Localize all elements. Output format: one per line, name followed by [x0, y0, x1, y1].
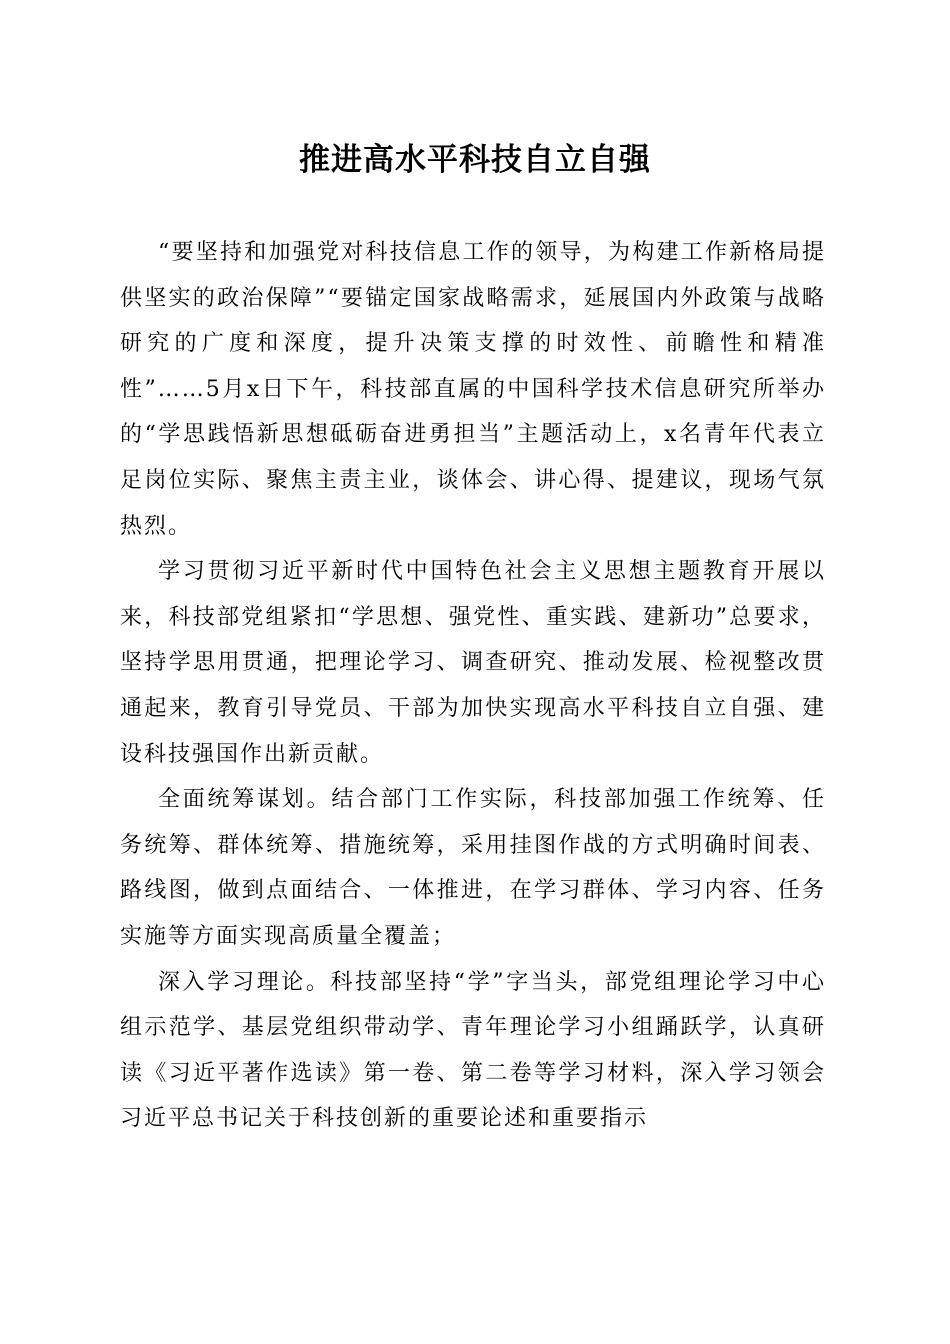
- paragraph-theory-study: 深入学习理论。科技部坚持“学”字当头，部党组理论学习中心组示范学、基层党组织带动学、青年理论学习小组踊跃学，认真研读《习近平著作选读》第一卷、第二卷等学习材料，深入学习领会习近平总书记关于科技创新的重要论述和重要指示: [120, 969, 826, 1132]
- paragraph-planning: 全面统筹谋划。结合部门工作实际，科技部加强工作统筹、任务统筹、群体统筹、措施统筹，采用挂图作战的方式明确时间表、路线图，做到点面结合、一体推进，在学习群体、学习内容、任务实施等方面实现高质量全覆盖；: [120, 787, 826, 949]
- paragraph-intro: “要坚持和加强党对科技信息工作的领导，为构建工作新格局提供坚实的政治保障”“要锚定国家战略需求，延展国内外政策与战略研究的广度和深度，提升决策支撑的时效性、前瞻性和精准性”……5月x日下午，科技部直属的中国科学技术信息研究所举办的“学思践悟新思想砥砺奋进勇担当”主题活动上，x名青年代表立足岗位实际、聚焦主责主业，谈体会、讲心得、提建议，现场气氛热烈。: [120, 240, 826, 539]
- document-body: [120, 230, 826, 1142]
- paragraph-overview: 学习贯彻习近平新时代中国特色社会主义思想主题教育开展以来，科技部党组紧扣“学思想、强党性、重实践、建新功”总要求，坚持学思用贯通，把理论学习、调查研究、推动发展、检视整改贯通起来，教育引导党员、干部为加快实现高水平科技自立自强、建设科技强国作出新贡献。: [120, 559, 826, 767]
- document-title: 推进高水平科技自立自强: [299, 142, 651, 178]
